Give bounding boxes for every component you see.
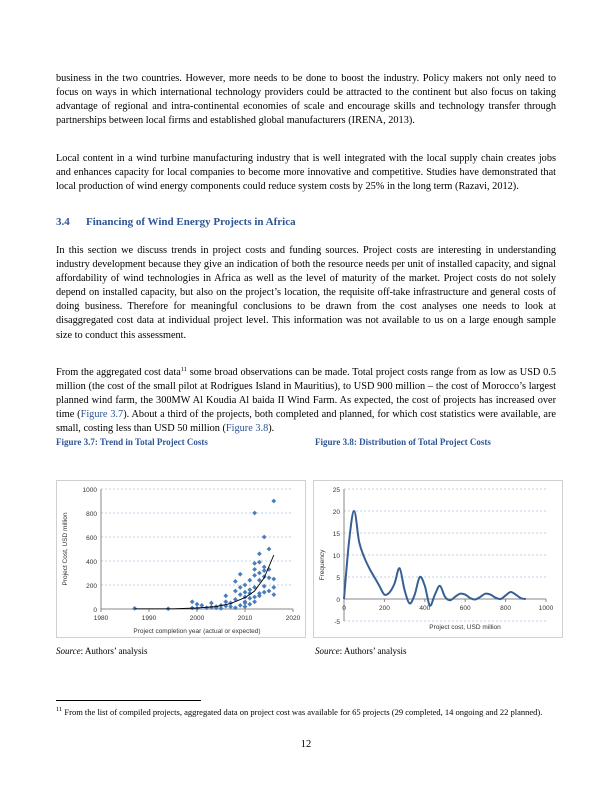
figure-3-7-link[interactable]: Figure 3.7 <box>80 409 124 421</box>
x-tick-label: 1990 <box>141 615 157 622</box>
data-point <box>252 595 257 600</box>
data-point <box>252 561 257 566</box>
data-point <box>252 567 257 572</box>
x-tick-label: 1980 <box>93 615 109 622</box>
distribution-line-chart <box>314 481 562 637</box>
y-tick-label: 0 <box>336 597 340 604</box>
y-tick-label: 25 <box>332 487 340 494</box>
y-axis-label: Frequency <box>319 549 326 581</box>
y-tick-label: 10 <box>332 553 340 560</box>
footnote: $^{11}$ From the list of compiled projects, aggregated data on project cost was available for 65 projects (29 completed, 14 ongoing and 22 planned). <box>56 706 543 717</box>
y-axis-label: Project Cost, USD million <box>62 512 69 586</box>
paragraph-3: In this section we discuss trends in project costs and funding sources. Project costs are interesting in understanding industry development because they give an indication of both the resource needs per unit of installed capacity, and signal affordability of wind technologies in Africa as well as the level of maturity of the market. Project costs do not solely depend on installed capacity, but also on the project’s location, the requisite off-take infrastructure and general costs of doing business. Therefore for meaningful conclusions to be drawn from the cost analyses one needs to look at disaggregated cost data at individual project level. This information was not available to us on a large enough sample size to conduct this assessment. <box>56 245 556 341</box>
footnote-number: 11 <box>56 706 63 713</box>
y-tick-label: 800 <box>86 511 97 518</box>
y-tick-label: -5 <box>334 619 340 626</box>
paragraph-1: business in the two countries. However, more needs to be done to boost the industry. Policy makers not only need to focus on ways in which international technology providers could be attracted to the continent but also focus on taking advantage of regional and intra-continental economies of scale and encourage skills and technology transfer through partnerships between local firms and established global manufacturers (IRENA, 2013). <box>56 73 556 127</box>
trend-scatter-chart <box>57 481 305 637</box>
x-tick-label: 2020 <box>285 615 301 622</box>
data-point <box>243 583 248 588</box>
data-point <box>238 585 243 590</box>
section-number: 3.4 <box>56 216 70 228</box>
data-point <box>247 578 252 583</box>
data-point <box>267 589 272 594</box>
figure-3-8-chart <box>313 480 563 638</box>
data-point <box>243 590 248 595</box>
data-point <box>209 601 214 606</box>
figure-3-7-chart <box>56 480 306 638</box>
y-tick-label: 600 <box>86 535 97 542</box>
figure-3-7-caption: Figure 3.7: Trend in Total Project Costs <box>56 437 208 447</box>
page-number: 12 <box>300 739 312 750</box>
data-point <box>233 579 238 584</box>
data-point <box>252 573 257 578</box>
data-point <box>267 575 272 580</box>
y-tick-label: 0 <box>93 607 97 614</box>
data-point <box>243 604 248 609</box>
footnote-reference[interactable]: 11 <box>180 366 188 373</box>
y-tick-label: 5 <box>336 575 340 582</box>
section-heading <box>56 216 296 228</box>
data-point <box>252 511 257 516</box>
figure-3-7-source: Source: Authors’ analysis <box>56 646 148 656</box>
data-point <box>238 572 243 577</box>
section-title: Financing of Wind Energy Projects in Africa <box>86 216 296 228</box>
data-point <box>223 599 228 604</box>
data-point <box>228 604 233 609</box>
y-tick-label: 200 <box>86 583 97 590</box>
figure-3-8-link[interactable]: Figure 3.8 <box>225 423 269 435</box>
data-point <box>257 551 262 556</box>
x-tick-label: 2000 <box>189 615 205 622</box>
data-point <box>247 596 252 601</box>
y-tick-label: 1000 <box>82 487 97 494</box>
data-point <box>247 587 252 592</box>
figure-3-8-caption: Figure 3.8: Distribution of Total Project Costs <box>315 437 491 447</box>
data-point <box>271 499 276 504</box>
x-tick-label: 0 <box>342 605 346 612</box>
data-point <box>271 577 276 582</box>
paragraph-4: From the aggregated cost data$^{11}$ some broad observations can be made. Total project costs range from as low as USD 0.5 million (the cost of the small pilot at Rodrigues Island in Mauritius), to USD 900 million – the cost of Morocco’s largest planned wind farm, the 300MW Al Koudia Al baida II Wind Farm. As expected, the cost of projects has increased over time (Figure 3.7). About a third of the projects, both completed and planned, for which cost statistics were available, are small, costing less than USD 50 million (Figure 3.8). <box>56 366 556 435</box>
data-point <box>247 602 252 607</box>
data-point <box>271 592 276 597</box>
x-axis-label: Project cost, USD million <box>429 624 501 631</box>
frequency-series-line <box>344 511 526 606</box>
x-tick-label: 2010 <box>237 615 253 622</box>
x-axis-label: Project completion year (actual or expected) <box>133 628 261 635</box>
data-point <box>271 585 276 590</box>
y-tick-label: 400 <box>86 559 97 566</box>
x-tick-label: 400 <box>419 605 431 612</box>
paragraph-2: Local content in a wind turbine manufacturing industry that is well integrated with the local supply chain creates jobs and enhances capacity for local companies to become more innovative and competitive. Studies have demonstrated that local production of wind energy components could reduce system costs by 25% in the long term (Razavi, 2012). <box>56 153 556 193</box>
x-tick-label: 800 <box>500 605 512 612</box>
data-point <box>223 593 228 598</box>
figure-3-8-source: Source: Authors’ analysis <box>315 646 407 656</box>
data-point <box>195 602 200 607</box>
data-point <box>233 589 238 594</box>
data-point <box>238 592 243 597</box>
x-tick-label: 200 <box>378 605 390 612</box>
data-point <box>262 568 267 573</box>
data-point <box>238 603 243 608</box>
data-point <box>267 547 272 552</box>
data-point <box>262 535 267 540</box>
data-point <box>257 571 262 576</box>
footnote-divider <box>56 700 201 701</box>
data-point <box>252 599 257 604</box>
data-point <box>190 599 195 604</box>
y-tick-label: 15 <box>332 531 340 538</box>
data-point <box>262 590 267 595</box>
x-tick-label: 1000 <box>538 605 554 612</box>
x-tick-label: 600 <box>459 605 471 612</box>
y-tick-label: 20 <box>332 509 340 516</box>
data-point <box>219 606 224 611</box>
